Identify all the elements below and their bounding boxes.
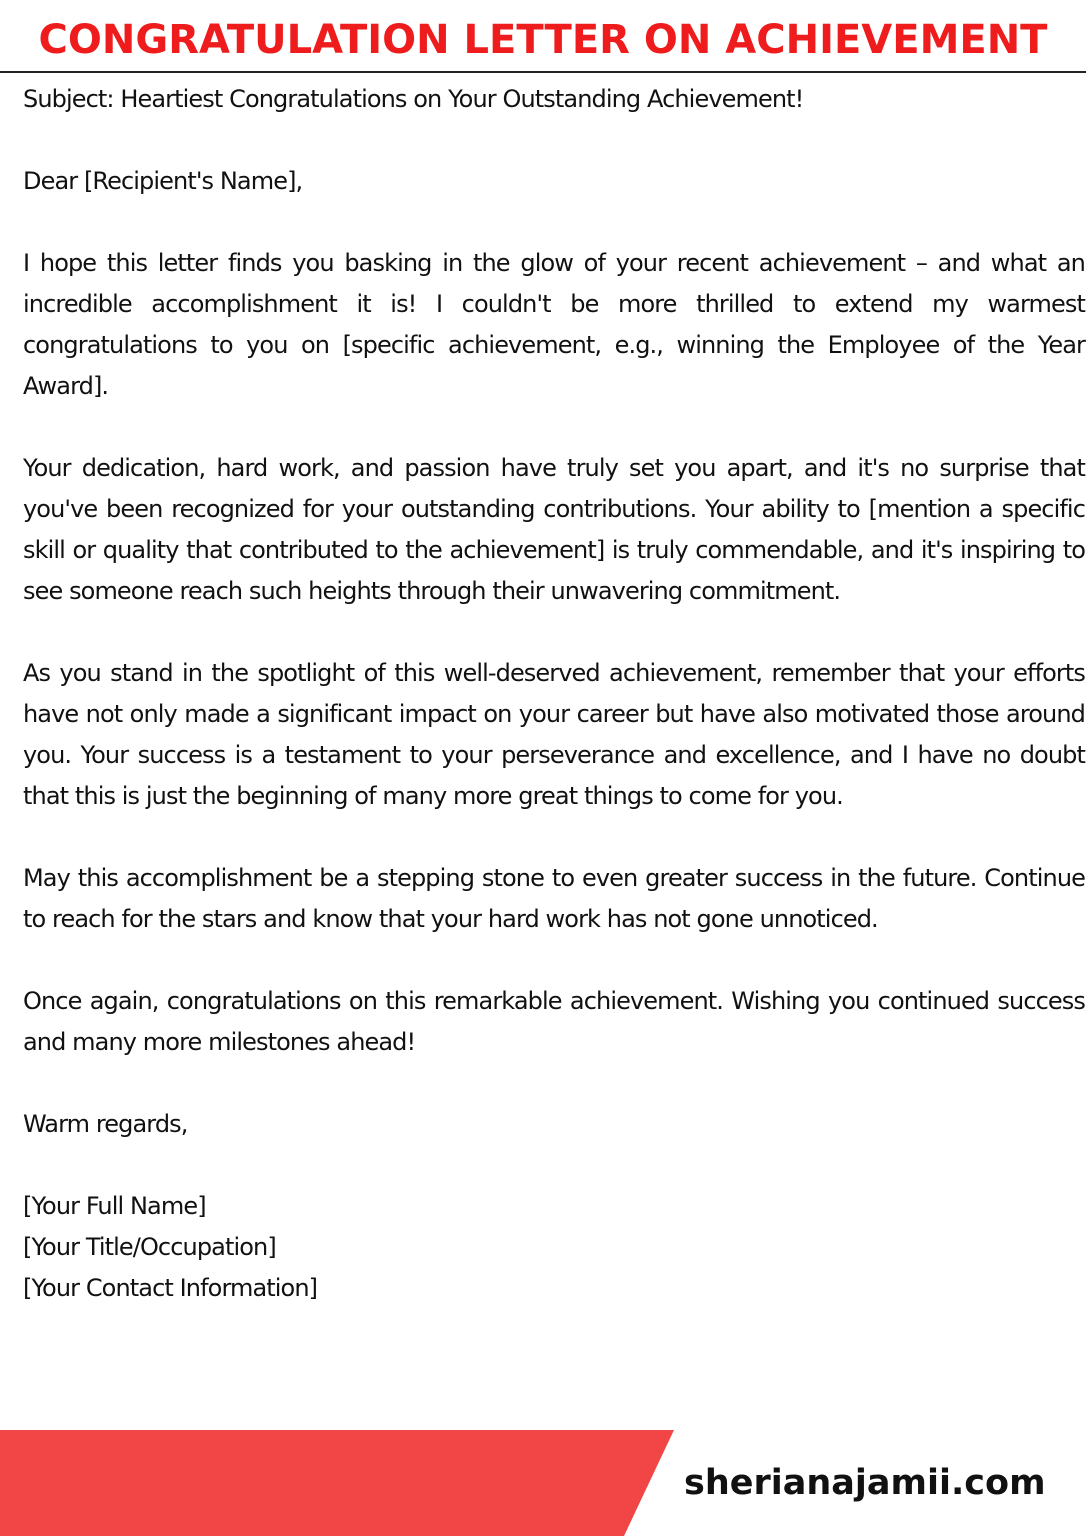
signature-name: [Your Full Name] [23, 1192, 206, 1220]
footer-website: sherianajamii.com [684, 1463, 1046, 1503]
letter-closing: Warm regards, [23, 1110, 188, 1138]
letter-subject: Subject: Heartiest Congratulations on Your Outstanding Achievement! [23, 85, 804, 113]
signature-title: [Your Title/Occupation] [23, 1233, 276, 1261]
letter-paragraph-4: May this accomplishment be a stepping stone to even greater success in the future. Continue to reach for the stars and know that your hard work has not gone unnoticed. [23, 864, 1085, 933]
letter-paragraph-2: Your dedication, hard work, and passion have truly set you apart, and it's no surprise that you've been recognized for your outstanding contributions. Your ability to [mention a specific skill or quality that contributed to the achievement] is truly commendable, and it's inspiring to see someone reach such heights through their unwavering commitment. [23, 454, 1085, 605]
letter-paragraph-5: Once again, congratulations on this remarkable achievement. Wishing you continued success and many more milestones ahead! [23, 987, 1085, 1056]
page-title: CONGRATULATION LETTER ON ACHIEVEMENT [38, 17, 1048, 63]
letter-salutation: Dear [Recipient's Name], [23, 167, 303, 195]
letter-paragraph-3: As you stand in the spotlight of this well-deserved achievement, remember that your efforts have not only made a significant impact on your career but have also motivated those around you. Your success is a testament to your perseverance and excellence, and I have no doubt that this is just the beginning of many more great things to come for you. [23, 659, 1085, 810]
signature-contact: [Your Contact Information] [23, 1274, 318, 1302]
title-divider [0, 71, 1086, 73]
letter-paragraph-1: I hope this letter finds you basking in the glow of your recent achievement – and what an incredible accomplishment it is! I couldn't be more thrilled to extend my warmest congratulations to you on [specific achievement, e.g., winning the Employee of the Year Award]. [23, 249, 1085, 400]
letter-body [23, 79, 1085, 1309]
